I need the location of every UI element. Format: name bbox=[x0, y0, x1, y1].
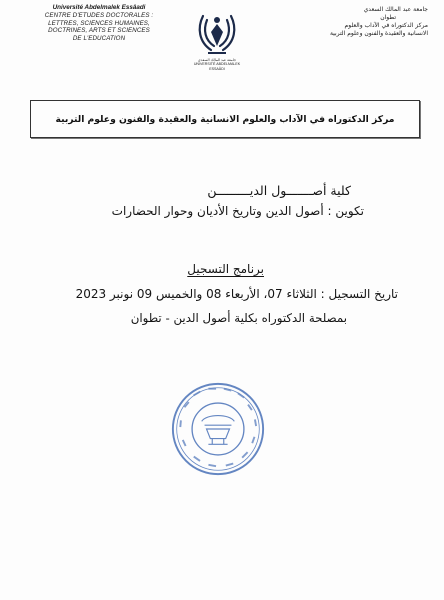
registration-date-line: تاريخ التسجيل : الثلاثاء 07، الأربعاء 08 والخميس 09 نونبر 2023 bbox=[75, 287, 398, 301]
logo-caption bbox=[186, 58, 248, 71]
university-name-fr: Université Abdelmalek Essâadi bbox=[52, 4, 146, 11]
header-arabic-block bbox=[278, 6, 428, 38]
faculty-line: كلية أصـــــــول الديـــــــــن bbox=[207, 183, 351, 198]
university-emblem-icon bbox=[193, 10, 241, 60]
round-official-stamp-icon bbox=[170, 381, 266, 477]
title-text: مركز الدكتوراه في الآداب والعلوم الانسانية والعقيدة والفنون وعلوم التربية bbox=[55, 113, 395, 125]
training-line: تكوين : أصول الدين وتاريخ الأديان وحوار الحضارات bbox=[111, 204, 364, 218]
title-box bbox=[30, 100, 420, 138]
header-ar-line: الانسانية والعقيدة والفنون وعلوم التربية bbox=[329, 30, 428, 37]
header-fr-line: CENTRE D'ETUDES DOCTORALES : bbox=[44, 12, 154, 19]
header-fr-line: LETTRES, SCIENCES HUMAINES, bbox=[48, 19, 150, 27]
logo-caption-ar: جامعة عبد المالك السعدي bbox=[197, 58, 237, 62]
header-fr-line: DE L'EDUCATION bbox=[72, 34, 126, 42]
logo-caption-fr: UNIVERSITÉ ABDELMALEK ESSAÂDI bbox=[193, 62, 241, 71]
header-ar-line: تطوان bbox=[380, 14, 396, 21]
header-ar-line: جامعة عبد المالك السعدي bbox=[363, 6, 428, 13]
program-heading: برنامج التسجيل bbox=[187, 262, 264, 276]
header-fr-line: DOCTRINES, ARTS ET SCIENCES bbox=[48, 27, 150, 35]
header-ar-line: مركز الدكتوراه في الآداب والعلوم bbox=[344, 22, 428, 29]
registration-place-line: بمصلحة الدكتوراه بكلية أصول الدين - تطوان bbox=[130, 311, 347, 325]
header-french-block bbox=[24, 4, 174, 42]
